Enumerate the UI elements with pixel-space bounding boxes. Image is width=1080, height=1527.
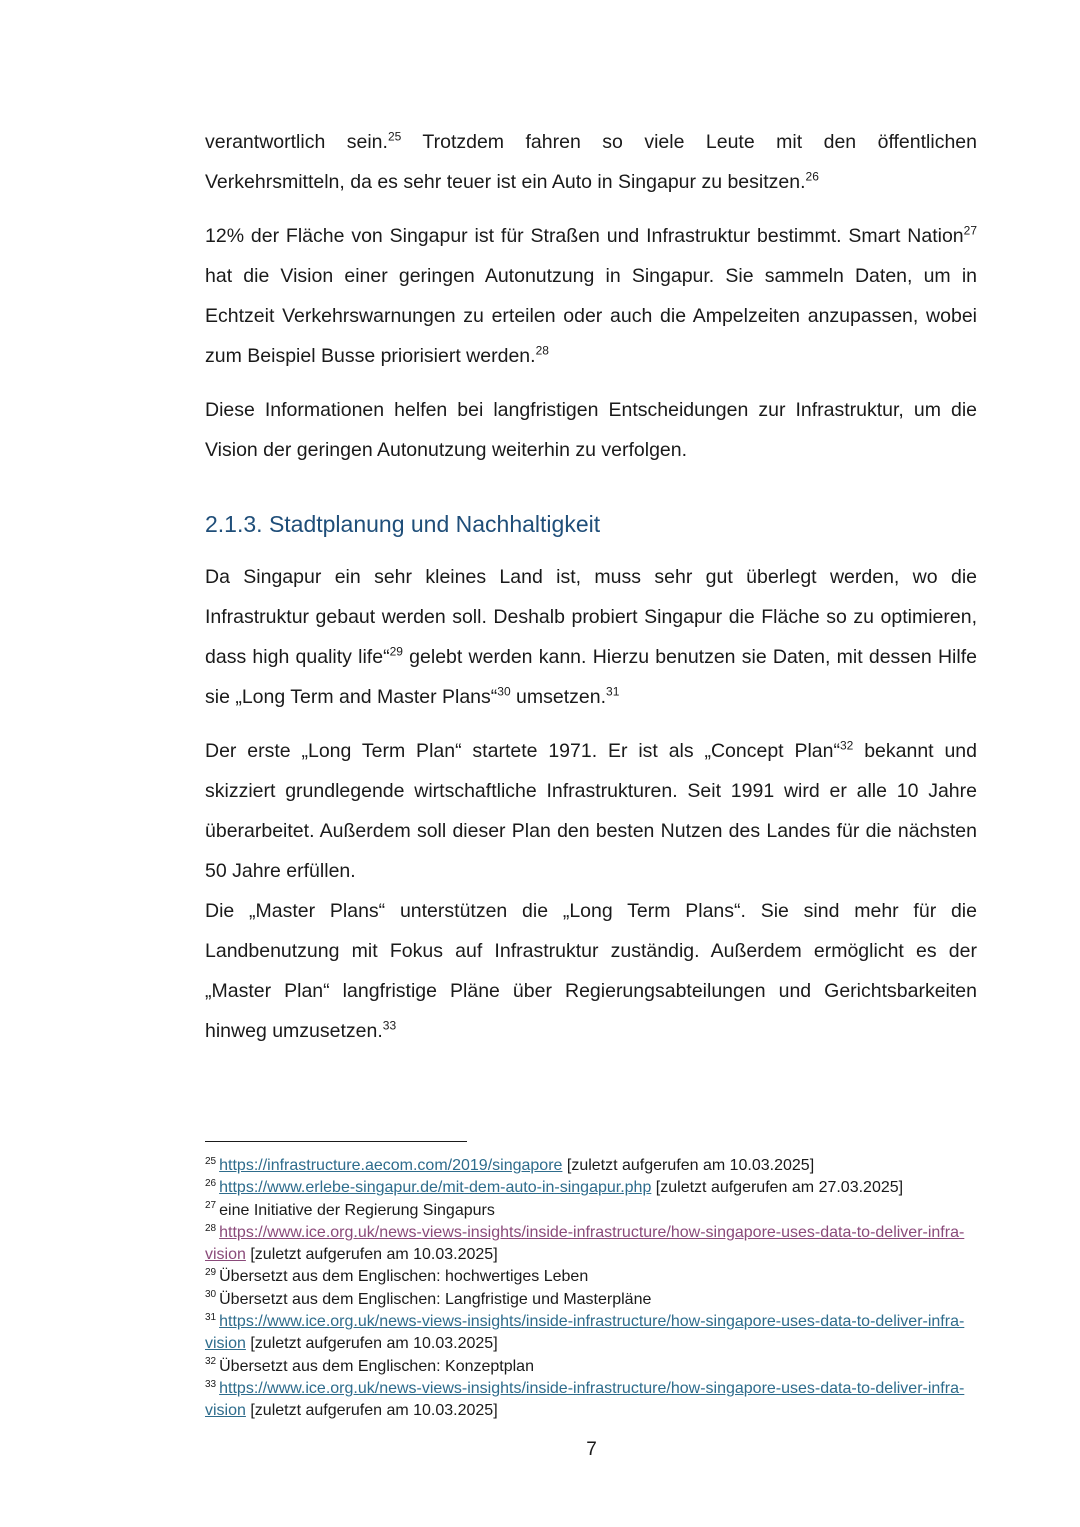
footnote-text: [zuletzt aufgerufen am 10.03.2025] bbox=[245, 1335, 498, 1353]
footnote-ref-27[interactable]: 27 bbox=[963, 223, 977, 238]
footnote-33 bbox=[205, 1378, 965, 1423]
footnote-link[interactable]: https://www.erlebe-singapur.de/mit-dem-auto-in-singapur.php bbox=[219, 1179, 652, 1197]
paragraph-5 bbox=[205, 731, 977, 891]
footnote-27 bbox=[205, 1200, 965, 1222]
footnote-number: 31 bbox=[205, 1311, 217, 1323]
footnote-link[interactable]: https://www.ice.org.uk/news-views-insights/inside-infrastructure/how-singapore-uses-data-to-deliver-infra-vision bbox=[205, 1379, 965, 1420]
paragraph-text: hat die Vision einer geringen Autonutzung in Singapur. Sie sammeln Daten, um in Echtzeit Verkehrswarnungen zu erteilen oder auch die Ampelzeiten anzupassen, wobei zum Beispiel Busse priorisiert werden. bbox=[205, 265, 977, 367]
footnote-28 bbox=[205, 1222, 965, 1267]
paragraph-2 bbox=[205, 216, 977, 376]
footnote-number: 27 bbox=[205, 1200, 217, 1212]
footnote-ref-25[interactable]: 25 bbox=[387, 129, 402, 144]
footnote-number: 26 bbox=[205, 1177, 217, 1189]
paragraph-text: Diese Informationen helfen bei langfristigen Entscheidungen zur Infrastruktur, um die Vision der geringen Autonutzung weiterhin zu verfolgen. bbox=[205, 399, 977, 461]
footnote-number: 25 bbox=[205, 1155, 217, 1167]
footnote-ref-28[interactable]: 28 bbox=[535, 343, 549, 358]
paragraph-text: bekannt und skizziert grundlegende wirtschaftliche Infrastrukturen. Seit 1991 wird er alle 10 Jahre überarbeitet. Außerdem soll dieser Plan den besten Nutzen des Landes für die nächsten 50 Jahre erfüllen. bbox=[205, 740, 977, 882]
footnote-text: eine Initiative der Regierung Singapurs bbox=[219, 1201, 495, 1219]
footnote-ref-31[interactable]: 31 bbox=[606, 684, 620, 699]
paragraph-text: Trotzdem fahren so viele Leute mit den öffentlichen Verkehrsmitteln, da es sehr teuer ist ein Auto in Singapur zu besitzen. bbox=[205, 131, 977, 193]
page-number: 7 bbox=[586, 1439, 597, 1460]
footnote-number: 29 bbox=[205, 1267, 217, 1279]
footnote-separator bbox=[205, 1141, 467, 1142]
footnote-link[interactable]: https://www.ice.org.uk/news-views-insights/inside-infrastructure/how-singapore-uses-data-to-deliver-infra-vision bbox=[205, 1313, 965, 1353]
footnote-30 bbox=[205, 1289, 965, 1311]
footnote-text: Übersetzt aus dem Englischen: Konzeptplan bbox=[219, 1357, 534, 1375]
footnote-number: 32 bbox=[205, 1356, 217, 1368]
paragraph-text: Da Singapur ein sehr kleines Land ist, muss sehr gut überlegt werden, wo die Infrastruktur gebaut werden soll. Deshalb probiert Singapur die Fläche so zu optimieren, dass high quality life“ bbox=[205, 566, 977, 668]
footnote-text: [zuletzt aufgerufen am 10.03.2025] bbox=[245, 1402, 498, 1420]
footnote-ref-33[interactable]: 33 bbox=[382, 1018, 397, 1033]
footnote-number: 28 bbox=[205, 1222, 217, 1234]
footnotes bbox=[205, 1155, 965, 1423]
section-title: Stadtplanung und Nachhaltigkeit bbox=[268, 511, 601, 537]
paragraph-text: gelebt werden kann. Hierzu benutzen sie Daten, mit dessen Hilfe sie „Long Term and Master Plans“ bbox=[205, 646, 977, 708]
section-heading bbox=[205, 504, 600, 544]
footnote-ref-32[interactable]: 32 bbox=[839, 738, 854, 753]
paragraph-text: Die „Master Plans“ unterstützen die „Long Term Plans“. Sie sind mehr für die Landbenutzung mit Fokus auf Infrastruktur zuständig. Außerdem ermöglicht es der „Master Plan“ langfristige Pläne über Regierungsabteilungen und Gerichtsbarkeiten hinweg umzusetzen. bbox=[205, 900, 977, 1042]
footnote-ref-29[interactable]: 29 bbox=[389, 644, 403, 659]
footnote-32 bbox=[205, 1356, 965, 1378]
footnote-text: [zuletzt aufgerufen am 10.03.2025] bbox=[245, 1246, 498, 1264]
footnote-number: 30 bbox=[205, 1289, 217, 1301]
paragraph-4 bbox=[205, 557, 977, 717]
footnote-text: Übersetzt aus dem Englischen: hochwertiges Leben bbox=[219, 1268, 589, 1286]
footnote-number: 33 bbox=[205, 1378, 217, 1390]
footnote-text: [zuletzt aufgerufen am 27.03.2025] bbox=[651, 1179, 904, 1197]
footnote-25 bbox=[205, 1155, 965, 1177]
paragraph-text: Der erste „Long Term Plan“ startete 1971. Er ist als „Concept Plan“ bbox=[205, 740, 840, 762]
paragraph-1 bbox=[205, 122, 977, 202]
paragraph-6 bbox=[205, 891, 977, 1051]
footnote-link[interactable]: https://infrastructure.aecom.com/2019/singapore bbox=[219, 1157, 563, 1174]
paragraph-text: verantwortlich sein. bbox=[205, 131, 388, 153]
footnote-29 bbox=[205, 1266, 965, 1288]
paragraph-text: umsetzen. bbox=[510, 686, 607, 708]
footnote-link[interactable]: https://www.ice.org.uk/news-views-insights/inside-infrastructure/how-singapore-uses-data-to-deliver-infra-vision bbox=[205, 1223, 965, 1264]
paragraph-text: 12% der Fläche von Singapur ist für Straßen und Infrastruktur bestimmt. Smart Nation bbox=[205, 225, 964, 247]
footnote-text: Übersetzt aus dem Englischen: Langfristige und Masterpläne bbox=[219, 1290, 652, 1308]
footnote-ref-26[interactable]: 26 bbox=[805, 169, 819, 184]
footnote-31 bbox=[205, 1311, 965, 1356]
section-number: 2.1.3. bbox=[205, 511, 263, 537]
paragraph-3 bbox=[205, 390, 977, 470]
footnote-text: [zuletzt aufgerufen am 10.03.2025] bbox=[562, 1157, 815, 1174]
footnote-ref-30[interactable]: 30 bbox=[497, 684, 511, 699]
footnote-26 bbox=[205, 1177, 965, 1199]
